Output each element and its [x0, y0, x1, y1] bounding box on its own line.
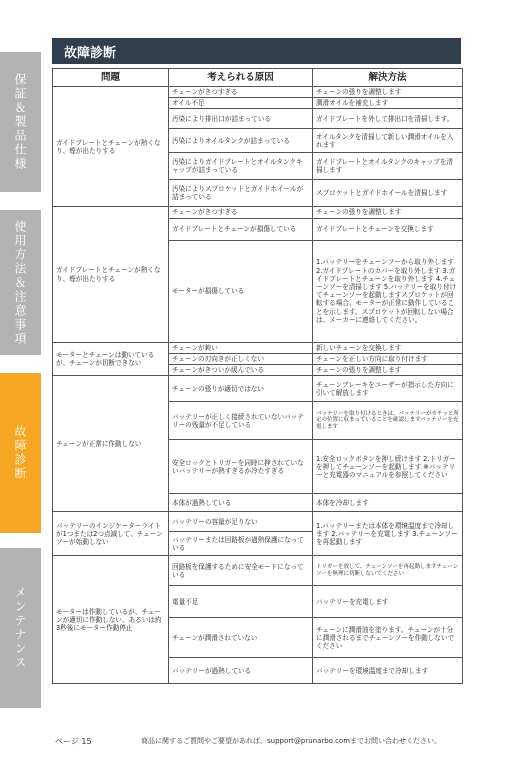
header-solution: 解決方法: [313, 69, 463, 87]
cause-cell: チェーンが鈍い: [169, 342, 313, 353]
solution-cell: ガイドプレートとオイルタンクのキャップを清掃します: [313, 153, 463, 180]
solution-cell: ガイドプレートとチェーンを交換します: [313, 218, 463, 240]
problem-cell: モーターは作動しているが、チェーンが適切に作動しない、あるいは約3秒後にモーター作動停止: [53, 556, 169, 684]
table-row: [53, 376, 463, 402]
problem-cell: ガイドプレートとチェーンが熱くなり、煙が出たりする: [53, 87, 169, 207]
cause-cell: チェーンの刃向きが正しくない: [169, 353, 313, 364]
table-row: [53, 556, 463, 586]
cause-cell: 安全ロックとトリガーを同時に押されていないバッテリーが熱すぎるか冷たすぎる: [169, 440, 313, 494]
solution-cell: 1.バッテリーをチェーンソーから取り外します 2.ガイドプレートのカバーを取り外します 3.ガイドプレートとチェーンを取り外します 4.チェーンソーを清掃します 5.バッテリーを取り付けてチェーンソーを起動しますスプロケットが回転する場合、モーターが正常に動作していることを示します。スプロケットが回転しない場合は、メーカーに連絡してください。: [313, 240, 463, 342]
page-number: ページ 15: [55, 737, 92, 746]
solution-cell: 新しいチェーンを交換します: [313, 342, 463, 353]
solution-cell: チェーンの張りを調整します: [313, 365, 463, 376]
problem-cell: バッテリーのインジケーターライトが1つまたは2つ点滅して、チェーンソーが始動しない: [53, 512, 169, 556]
sidebar-tab-label: メンテナンス: [13, 586, 27, 670]
cause-cell: バッテリーが過熱している: [169, 658, 313, 684]
header-cause: 考えられる原因: [169, 69, 313, 87]
sidebar-tab-label: 故障診断: [13, 425, 27, 481]
header-problem: 問題: [53, 69, 169, 87]
section-title-bar: [52, 38, 461, 64]
sidebar-tab-label: 使用方法＆注意事項: [13, 219, 27, 346]
solution-cell: チェーンの張りを調整します: [313, 207, 463, 218]
cause-cell: バッテリーが正しく接続されていないバッテリーの残量が不足している: [169, 402, 313, 440]
solution-cell: チェーンを正しい方向に取り付けます: [313, 353, 463, 364]
cause-cell: チェーンがきつすぎる: [169, 87, 313, 98]
sidebar-tab-usage[interactable]: [0, 210, 41, 355]
table-row: [53, 207, 463, 218]
cause-cell: 本体が過熱している: [169, 494, 313, 512]
sidebar-tab-maintenance[interactable]: [0, 548, 41, 708]
cause-cell: 汚染によりガイドプレートとオイルタンクキャップが詰まっている: [169, 153, 313, 180]
solution-cell: 潤滑オイルを補充します: [313, 98, 463, 109]
cause-cell: 回路板を保護するために安全モードになっている: [169, 556, 313, 586]
cause-cell: 汚染により排出口が詰まっている: [169, 109, 313, 129]
sidebar-tab-warranty[interactable]: [0, 52, 41, 192]
cause-cell: チェーンが潤滑されていない: [169, 618, 313, 658]
solution-cell: バッテリーを充電します: [313, 586, 463, 618]
footer-contact: 商品に関するご質問やご要望があれば、support@prunarbo.comまでお問い合わせください。: [141, 737, 442, 745]
solution-cell: 本体を冷却します: [313, 494, 463, 512]
solution-cell: ガイドプレートを外して排出口を清掃します。: [313, 109, 463, 129]
sidebar-tab-troubleshooting[interactable]: [0, 373, 41, 533]
table-row: [53, 342, 463, 353]
problem-cell: チェーンが正常に作動しない: [53, 376, 169, 512]
solution-cell: トリガーを放して、チェーンソーを再起動しますチェーンソーを無理に切断しないでください: [313, 556, 463, 586]
cause-cell: チェーンがきつすぎる: [169, 207, 313, 218]
table-row: [53, 512, 463, 532]
cause-cell: バッテリーまたは回路板が過熱保護になっている: [169, 532, 313, 556]
section-title: 故障診断: [64, 45, 117, 61]
cause-cell: 汚染によりスプロケットとガイドホイールが詰まっている: [169, 180, 313, 207]
problem-cell: モーターとチェーンは動いているが、チェーンが切断できない: [53, 342, 169, 376]
cause-cell: バッテリーの容量が足りない: [169, 512, 313, 532]
solution-cell: バッテリーを取り付けるときは、バッテリーがカチッと所定の位置に収まっていることを確認しますバッテリーを充電します: [313, 402, 463, 440]
solution-cell: スプロケットとガイドホイールを清掃します: [313, 180, 463, 207]
cause-cell: 電量不足: [169, 586, 313, 618]
solution-cell: 1.安全ロックボタンを押し続けます 2.トリガーを押してチェーンソーを起動します ※バッテリーと充電器のマニュアルを参照してください: [313, 440, 463, 494]
table-row: [53, 87, 463, 98]
cause-cell: ガイドプレートとチェーンが損傷している: [169, 218, 313, 240]
cause-cell: モーターが損傷している: [169, 240, 313, 342]
table-header-row: [53, 69, 463, 87]
cause-cell: オイル不足: [169, 98, 313, 109]
sidebar-tab-label: 保証＆製品仕様: [13, 73, 27, 171]
solution-cell: チェーンブレーキをユーザーが指示した方向に引いて解放します: [313, 376, 463, 402]
problem-cell: ガイドプレートとチェーンが熱くなり、煙が出たりする: [53, 207, 169, 342]
solution-cell: オイルタンクを清掃して新しい潤滑オイルを入れます: [313, 129, 463, 153]
solution-cell: チェーンの張りを調整します: [313, 87, 463, 98]
cause-cell: チェーンの張りが適切ではない: [169, 376, 313, 402]
solution-cell: バッテリーを環境温度まで冷却します: [313, 658, 463, 684]
cause-cell: チェーンがきついか緩んでいる: [169, 365, 313, 376]
cause-cell: 汚染によりオイルタンクが詰まっている: [169, 129, 313, 153]
solution-cell: チェーンに潤滑油を塗ります。チェーンが十分に潤滑されるまでチェーンソーを作動しないでください: [313, 618, 463, 658]
troubleshooting-table: [52, 68, 463, 684]
solution-cell: 1.バッテリーまたは本体を環境温度まで冷却します 2.バッテリーを充電します 3.チェーンソーを再起動します: [313, 512, 463, 556]
